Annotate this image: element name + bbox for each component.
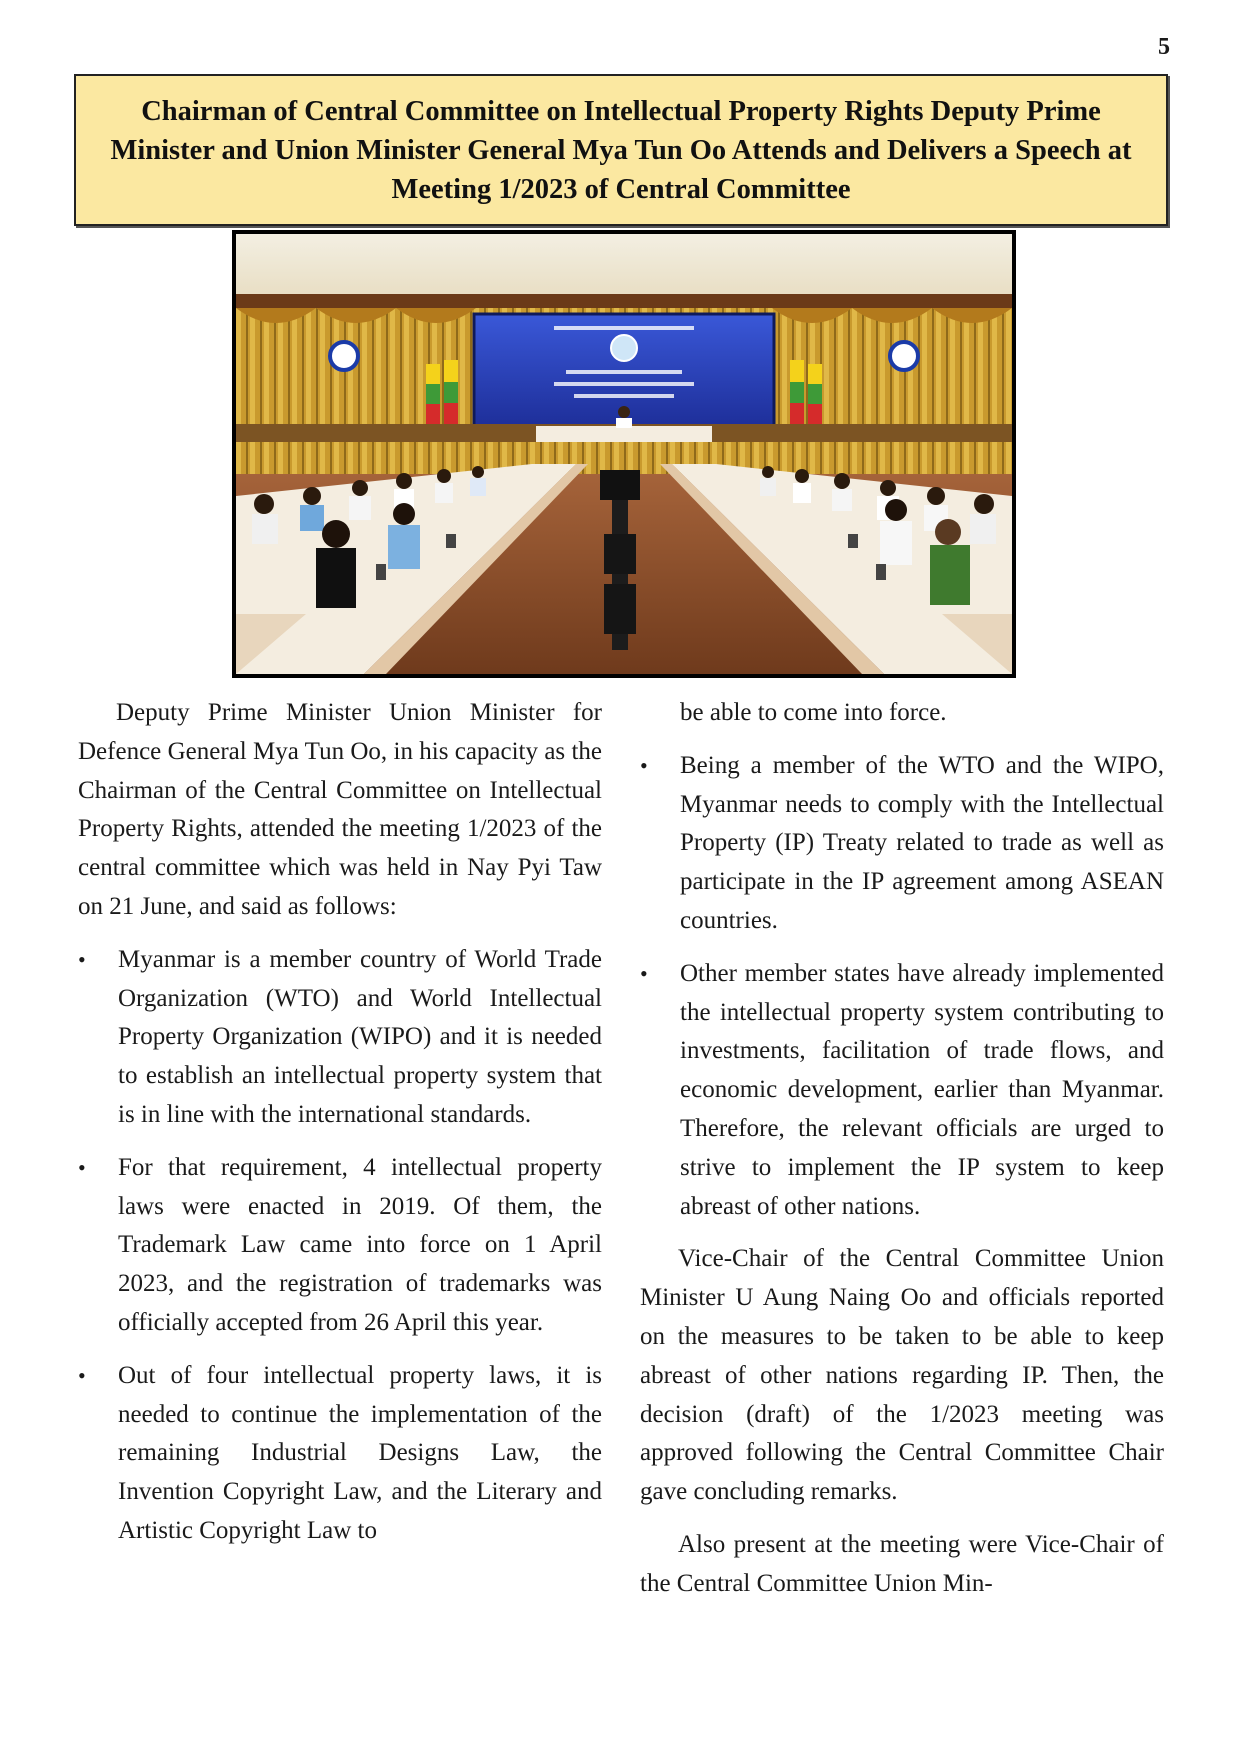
left-bullet-list: [78, 941, 602, 1551]
bullet-continuation: be able to come into force.: [680, 699, 947, 726]
list-item: • Out of four intellectual property laws, it is needed to continue the implementation of the remaining Industrial Designs Law, the Invention Copyright Law, and the Literary and Artistic Copyright Law to: [78, 1357, 602, 1551]
center-monitor: [600, 470, 640, 500]
meeting-photo-illustration: [236, 234, 1012, 674]
body-paragraph: Also present at the meeting were Vice-Chair of the Central Committee Union Min-: [640, 1530, 1164, 1597]
headline: Chairman of Central Committee on Intellectual Property Rights Deputy Prime Minister and Union Minister General Mya Tun Oo Attends and Delivers a Speech at Meeting 1/2023 of Central Committee: [110, 95, 1132, 205]
officer-uniform: [930, 545, 970, 605]
headline-box: [74, 74, 1168, 226]
intro-paragraph: Deputy Prime Minister Union Minister for Defence General Mya Tun Oo, in his capacity as the Chairman of the Central Committee on Intellectual Property Rights, attended the meeting 1/2023 of the central committee which was held in Nay Pyi Taw on 21 June, and said as follows:: [78, 699, 602, 920]
page-number: 5: [1158, 34, 1170, 60]
right-bullet-list: [640, 747, 1164, 1227]
list-item: • Other member states have already implemented the intellectual property system contributing to investments, facilitation of trade flows, and economic development, earlier than Myanmar. Therefore, the relevant officials are urged to strive to implement the IP system to keep abreast of other nations.: [640, 955, 1164, 1227]
meeting-photo: [232, 230, 1016, 678]
right-column: [640, 694, 1164, 1618]
list-item: • Being a member of the WTO and the WIPO, Myanmar needs to comply with the Intellectual Property (IP) Treaty related to trade as well as participate in the IP agreement among ASEAN countries.: [640, 747, 1164, 941]
head-table: [536, 426, 712, 442]
left-column: [78, 694, 602, 1565]
list-item: • For that requirement, 4 intellectual property laws were enacted in 2019. Of them, the Trademark Law came into force on 1 April 2023, and the registration of trademarks was officially accepted from 26 April this year.: [78, 1149, 602, 1343]
list-item: • Myanmar is a member country of World Trade Organization (WTO) and World Intellectual Property Organization (WIPO) and it is needed to establish an intellectual property system that is in line with the international standards.: [78, 941, 602, 1135]
body-paragraph: Vice-Chair of the Central Committee Union Minister U Aung Naing Oo and officials reported on the measures to be taken to be able to keep abreast of other nations regarding IP. Then, the decision (draft) of the 1/2023 meeting was approved following the Central Committee Chair gave concluding remarks.: [640, 1245, 1164, 1506]
ceiling: [236, 234, 1012, 304]
emblem-left: [330, 342, 358, 370]
emblem-right: [890, 342, 918, 370]
